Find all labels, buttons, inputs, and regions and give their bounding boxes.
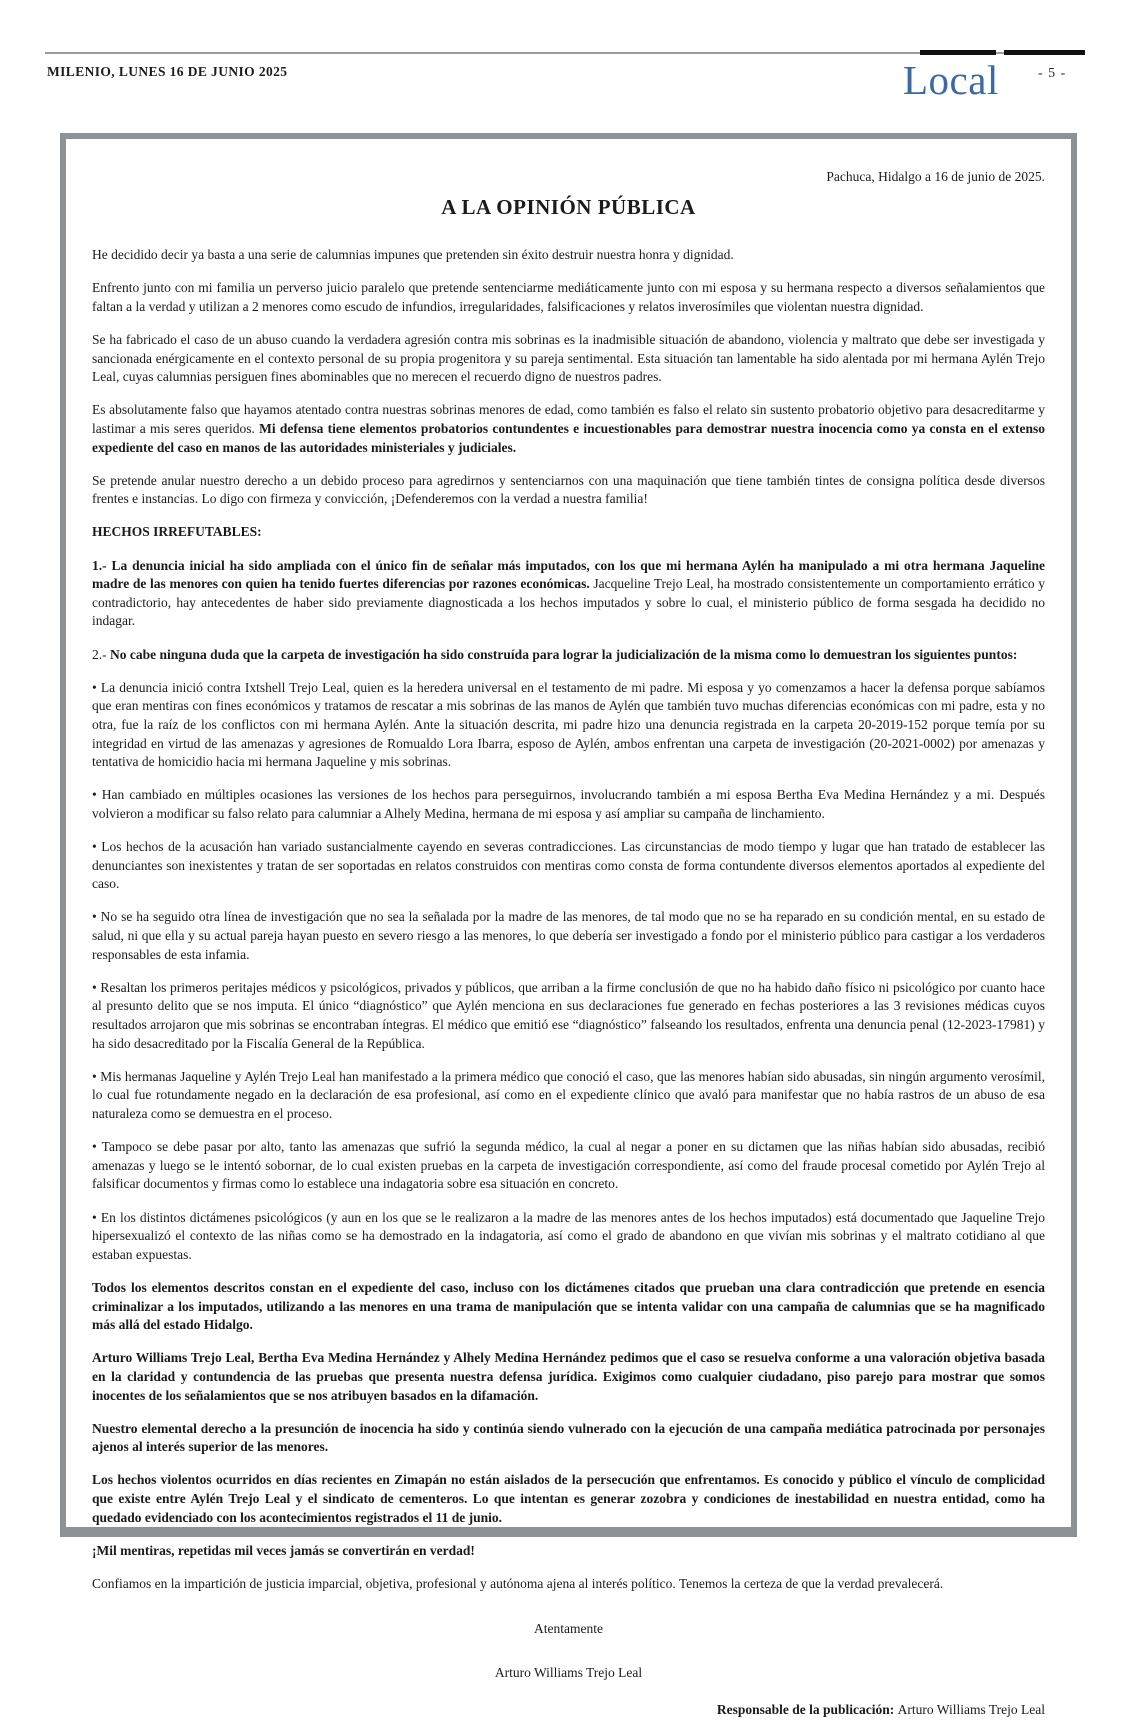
notice-dateline: Pachuca, Hidalgo a 16 de junio de 2025. <box>826 169 1045 184</box>
paragraph: Todos los elementos descritos constan en el expediente del caso, incluso con los dictámenes citados que prueban una clara contradicción que pretende en esencia criminalizar a los imputados, utilizando a las menores en una trama de manipulación que se intenta validar con una campaña de calumnias que se ha magnificado más allá del estado Hidalgo. <box>92 1279 1045 1333</box>
section-title: Local <box>903 57 999 103</box>
bullet-item: • Tampoco se debe pasar por alto, tanto las amenazas que sufrió la segunda médico, la cual al negar a poner en su dictamen que las niñas habían sido abusadas, recibió amenazas y luego se le intentó sobornar, de lo cual existen pruebas en la carpeta de investigación correspondiente, así como del fraude procesal cometido por Aylén Trejo al falsificar documentos y firmas como lo establece una indagatoria sobre esa situación en concreto. <box>92 1139 1045 1192</box>
public-notice-box <box>60 133 1077 1717</box>
signature-center: Arturo Williams Trejo Leal <box>494 1665 643 1681</box>
paragraph: Los hechos violentos ocurridos en días recientes en Zimapán no están aislados de la persecución que enfrentamos. Es conocido y público el vínculo de complicidad que existe entre Aylén Trejo Leal y el sindicato de cementeros. Lo que intentan es generar zozobra y condiciones de inestabilidad en nuestra entidad, como ha quedado evidenciado con los acontecimientos registrados el 11 de junio. <box>92 1472 1045 1525</box>
bullet-item: • Resaltan los primeros peritajes médicos y psicológicos, privados y públicos, que arriban a la firme conclusión de que no ha habido daño físico ni psicológico por cuanto hace al presunto delito que se nos imputa. El único “diagnóstico” que Aylén menciona en sus declaraciones fue generado en fechas posteriores a las 3 revisiones médicas cuyos resultados arrojaron que mis sobrinas se encontraban íntegras. El médico que emitió ese “diagnóstico” falseando los resultados, enfrenta una denuncia penal (12-2023-17981) y ha sido desacreditado por la Fiscalía General de la República. <box>92 979 1045 1051</box>
header-black-bar-left <box>920 50 996 55</box>
paragraph: 2.- No cabe ninguna duda que la carpeta de investigación ha sido construída para lograr la judicialización de la misma como lo demuestran los siguientes puntos: <box>92 646 1018 662</box>
page-header <box>0 0 1137 133</box>
paragraph: Confiamos en la impartición de justicia imparcial, objetiva, profesional y autónoma ajena al interés político. Tenemos la certeza de que la verdad prevalecerá. <box>92 1575 944 1591</box>
paragraph: He decidido decir ya basta a una serie de calumnias impunes que pretenden sin éxito destruir nuestra honra y dignidad. <box>92 247 734 262</box>
heading: HECHOS IRREFUTABLES: <box>92 524 262 540</box>
paragraph: Se pretende anular nuestro derecho a un debido proceso para agredirnos y sentenciarnos con una maquinación que tiene también tintes de consigna política desde diversos frentes e instancias. Lo digo con firmeza y convicción, ¡Defenderemos con la verdad a nuestra familia! <box>92 472 1045 507</box>
bullet-item: • En los distintos dictámenes psicológicos (y aun en los que se le realizaron a la madre de las menores antes de los hechos imputados) está documentado que Jaqueline Trejo hipersexualizó el contexto de las niñas como se ha demostrado en la indagatoria, así como el grado de abandono en que vivían mis sobrinas y el maltrato cotidiano al que estaban expuestas. <box>92 1209 1045 1262</box>
paragraph: Se ha fabricado el caso de un abuso cuando la verdadera agresión contra mis sobrinas es la inadmisible situación de abandono, violencia y maltrato que debe ser investigada y sancionada enérgicamente en el contexto personal de su propia progenitora y su pareja sentimental. Esta situación tan lamentable ha sido alentada por mi hermana Aylén Trejo Leal, cuyas calumnias persiguen fines abominables que no merecen el recuerdo digno de nuestros padres. <box>92 331 1045 385</box>
publisher: Responsable de la publicación: Arturo Williams Trejo Leal <box>716 1701 1045 1717</box>
notice-title: A LA OPINIÓN PÚBLICA <box>441 195 696 219</box>
header-black-bar-right <box>1004 50 1085 55</box>
paragraph: Enfrento junto con mi familia un perverso juicio paralelo que pretende sentenciarme mediáticamente junto con mi esposa y su hermana respecto a diversos señalamientos que faltan a la verdad y utilizan a 2 menores como escudo de infundios, irregularidades, falsificaciones y relatos inverosímiles que violentan nuestra dignidad. <box>92 280 1045 314</box>
paragraph: Es absolutamente falso que hayamos atentado contra nuestras sobrinas menores de edad, como también es falso el relato sin sustento probatorio objetivo para desacreditarme y lastimar a mis seres queridos. Mi defensa tiene elementos probatorios contundentes e incuestionables para demostrar nuestra inocencia como ya consta en el extenso expediente del caso en manos de las autoridades ministeriales y judiciales. <box>92 402 1045 455</box>
signature-center: Atentamente <box>534 1620 603 1636</box>
paragraph: 1.- La denuncia inicial ha sido ampliada con el único fin de señalar más imputados, con los que mi hermana Aylén ha manipulado a mi otra hermana Jaqueline madre de las menores con quien ha tenido fuertes diferencias por razones económicas. Jacqueline Trejo Leal, ha mostrado consistentemente un comportamiento errático y contradictorio, hay antecedentes de haber sido previamente diagnosticada a los hechos imputados y sobre lo cual, el ministerio público de forma sesgada ha decidido no indagar. <box>92 557 1045 629</box>
masthead-dateline: MILENIO, LUNES 16 DE JUNIO 2025 <box>47 64 288 79</box>
notice-content <box>66 139 1071 1729</box>
bullet-item: • Mis hermanas Jaqueline y Aylén Trejo Leal han manifestado a la primera médico que conoció el caso, que las menores habían sido abusadas, sin ningún argumento verosímil, lo cual fue rotundamente negado en la declaración de esa profesional, así como en el expediente clínico que avaló para manifestar que no había rastros de un abuso de esa naturaleza como se demuestra en el proceso. <box>92 1068 1045 1121</box>
notice-body <box>92 246 1045 1719</box>
bullet-item: • No se ha seguido otra línea de investigación que no sea la señalada por la madre de las menores, de tal modo que no se ha reparado en su condición mental, en su estado de salud, ni que ella y su actual pareja hayan puesto en severo riesgo a las menores, lo que debería ser investigado a fondo por el ministerio público para castigar a los verdaderos responsables de esta infamia. <box>92 909 1045 962</box>
bullet-item: • Han cambiado en múltiples ocasiones las versiones de los hechos para perseguirnos, involucrando también a mi esposa Bertha Eva Medina Hernández y a mi. Después volvieron a modificar su falso relato para calumniar a Alhely Medina, hermana de mi esposa y así ampliar su campaña de linchamiento. <box>92 787 1045 821</box>
bullet-item: • La denuncia inició contra Ixtshell Trejo Leal, quien es la heredera universal en el testamento de mi padre. Mi esposa y yo comenzamos a hacer la defensa porque sabíamos que eran mentiras con fines económicos y tratamos de rescatar a mis sobrinas de las manos de Aylén que también tuvo muchas diferencias económicas con mi padre, esta y no otra, fue la raíz de los conflictos con mi hermana Aylén. Ante la situación descrita, mi padre hizo una denuncia registrada en la carpeta 20-2019-152 porque temía por su integridad en virtud de las amenazas y agresiones de Romualdo Lora Ibarra, esposo de Aylén, ambos enfrentan una carpeta de investigación (20-2021-0002) por amenazas y tentativa de homicidio hacia mi hermana Jaqueline y mis sobrinas. <box>92 679 1045 770</box>
page-number: - 5 - <box>1038 66 1067 81</box>
paragraph: ¡Mil mentiras, repetidas mil veces jamás se convertirán en verdad! <box>92 1542 475 1558</box>
bullet-item: • Los hechos de la acusación han variado sustancialmente cayendo en severas contradicciones. Las circunstancias de modo tiempo y lugar que han tratado de establecer las denunciantes son inexistentes y tratan de ser soportadas en relatos construidos con mentiras como consta de forma contundente diversos elementos aportados al expediente del caso. <box>92 839 1045 892</box>
paragraph: Nuestro elemental derecho a la presunción de inocencia ha sido y continúa siendo vulnerado con la ejecución de una campaña mediática patrocinada por personajes ajenos al interés superior de las menores. <box>92 1420 1045 1455</box>
paragraph: Arturo Williams Trejo Leal, Bertha Eva Medina Hernández y Alhely Medina Hernández pedimos que el caso se resuelva conforme a una valoración objetiva basada en la claridad y contundencia de las pruebas que presenta nuestra defensa jurídica. Exigimos como cualquier ciudadano, piso parejo para mostrar que somos inocentes de los señalamientos que se nos atribuyen basados en la difamación. <box>92 1350 1045 1403</box>
